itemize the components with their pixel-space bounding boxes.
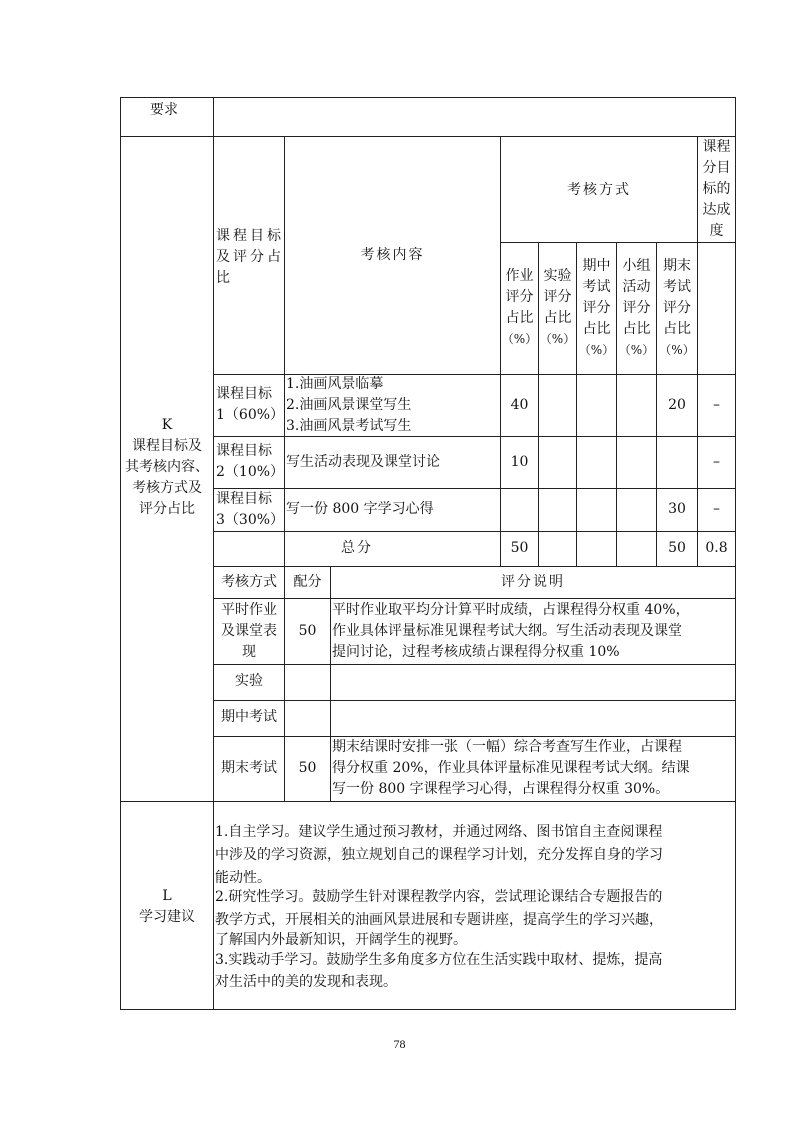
section-k-letter: K <box>161 417 173 433</box>
page-number: 78 <box>393 1037 406 1051</box>
method-group-header: 考核方式 <box>567 182 631 198</box>
document-page: 要求 K 课程目标及 其考核内容、 考核方式及 评分占比 课程目标 及评分占 比 考核内容 考核方式 课程 分目 标的 达成 度 作业 评分 占比 （%） 实验 评分 占比 （%） 期中 考试 评分 占比 （%） 小组 活动 评分 占比 （%） 期末 考试 评分 占比 （%） 课程目标 1（60%） 1.油画风景临摹 2.油画风景课堂写生 3.油画风景考试写生 40 20 – 课程目标 2（10%） 写生活动表现及课堂讨论 10 – 课程目标 3（30%） 写一份 800 字学习心得 30 – 总分 50 50 0.8 考核方式 配分 评分说明 平时作业 及课堂表 现 50 平时作业取平均分计算平时成绩，占课程得分权重 40%， 作业具体评量标准见课程考试大纲。写生活动表现及课堂 提问讨论，过程考核成绩占课程得分权重 10% 实验 期中考试 期末考试 50 期末结课时安排一张（一幅）综合考查写生作业，占课程 得分权重 20%，作业具体评量标准见课程考试大纲。结课 写一份 800 字课程学习心得，占课程得分权重 30%。 L 学习建议 1.自主学习。建议学生通过预习教材，并通过网络、图书馆自主查阅课程 中涉及的学习资源，独立规划自己的课程学习计划，充分发挥自身的学习 能动性。 2.研究性学习。鼓励学生针对课程教学内容，尝试理论课结合专题报告的 教学方式，开展相关的油画风景进展和专题讲座，提高学生的学习兴趣， 了解国内外最新知识，开阔学生的视野。 3.实践动手学习。鼓励学生多角度多方位在生活实践中取材、提炼，提高 对生活中的美的发现和表现。 78 <box>0 0 799 1131</box>
requirement-label: 要求 <box>150 102 178 118</box>
content-column-header: 考核内容 <box>360 247 425 263</box>
